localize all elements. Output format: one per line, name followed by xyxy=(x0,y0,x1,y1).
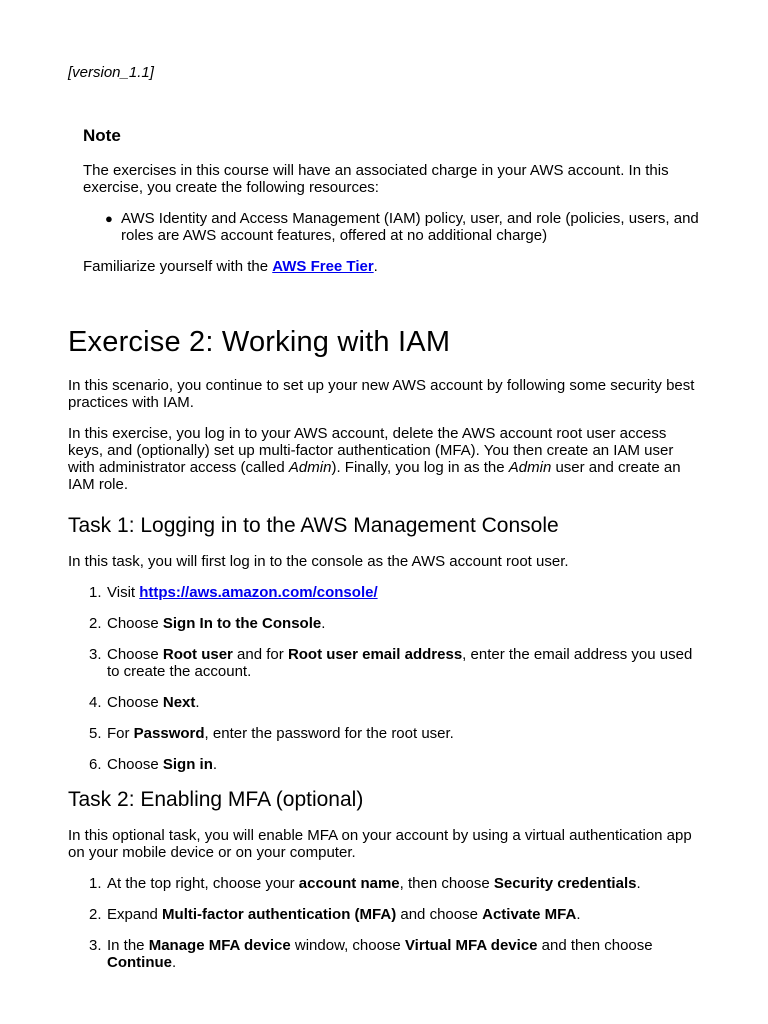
step-text: and choose xyxy=(396,906,483,923)
list-item xyxy=(105,210,703,244)
step-text: . xyxy=(195,694,200,711)
list-item xyxy=(89,584,698,601)
step-text: and then choose xyxy=(537,937,653,954)
step-bold: Security credentials xyxy=(493,875,637,892)
list-item xyxy=(89,615,698,632)
step-bold: Activate MFA xyxy=(482,906,577,923)
step-text: , enter the password for the root user. xyxy=(204,725,454,742)
step-bold: account name xyxy=(298,875,400,892)
step-bold: Password xyxy=(133,725,205,742)
step-text: , enter the email address you used to create the account. xyxy=(107,646,693,680)
step-bold: Virtual MFA device xyxy=(404,937,538,954)
step-number: 3. xyxy=(89,646,102,663)
list-item xyxy=(89,756,698,773)
step-text: and for xyxy=(232,646,288,663)
list-item xyxy=(89,906,698,923)
step-text: Choose xyxy=(107,615,163,632)
step-text: . xyxy=(636,875,641,892)
step-number: 5. xyxy=(89,725,102,742)
task2-intro: In this optional task, you will enable MFA on your account by using a virtual authentication app on your mobile device or on your computer. xyxy=(68,827,692,861)
step-text: , then choose xyxy=(399,875,494,892)
step-bold: Root user email address xyxy=(287,646,463,663)
note-box xyxy=(83,126,703,275)
step-text: At the top right, choose your xyxy=(107,875,299,892)
step-number: 6. xyxy=(89,756,102,773)
list-item xyxy=(89,646,698,680)
step-text: window, choose xyxy=(290,937,405,954)
step-number: 1. xyxy=(89,584,102,601)
step-text: For xyxy=(107,725,134,742)
version-label: [version_1.1] xyxy=(68,64,154,81)
step-text: . xyxy=(321,615,326,632)
admin-italic-1: Admin xyxy=(288,459,332,476)
step-text: . xyxy=(212,756,218,773)
step-bold: Manage MFA device xyxy=(148,937,291,954)
step-text: In the xyxy=(107,937,149,954)
note-bullet-list xyxy=(83,210,703,244)
step-text: Choose xyxy=(107,646,163,663)
task2-steps xyxy=(68,875,698,971)
step-text: Choose xyxy=(107,694,163,711)
step-number: 2. xyxy=(89,906,102,923)
familiarize-text: Familiarize yourself with the xyxy=(83,258,273,275)
exercise-intro-2-text-b: ). Finally, you log in as the xyxy=(331,459,509,476)
exercise-intro-1: In this scenario, you continue to set up your new AWS account by following some security best practices with IAM. xyxy=(68,377,695,411)
step-text: Visit xyxy=(107,584,140,601)
task2-title: Task 2: Enabling MFA (optional) xyxy=(68,788,364,811)
step-number: 4. xyxy=(89,694,102,711)
exercise-intro-2-text-c: user and create an IAM role. xyxy=(68,459,681,493)
note-bullet-text: AWS Identity and Access Management (IAM) policy, user, and role (policies, users, and roles are AWS account features, offered at no additional charge) xyxy=(121,210,699,244)
familiarize-suffix: . xyxy=(373,258,378,275)
step-bold: Next xyxy=(162,694,196,711)
exercise-intro-2-text-a: In this exercise, you log in to your AWS account, delete the AWS account root user access keys, and (optionally) set up multi-factor authentication (MFA). You then create an IAM user with administrator access (called xyxy=(68,425,674,476)
step-number: 2. xyxy=(89,615,102,632)
bullet-icon: ● xyxy=(105,211,113,226)
step-bold: Sign in xyxy=(162,756,213,773)
exercise-intro-2 xyxy=(68,425,698,493)
task1-title: Task 1: Logging in to the AWS Management Console xyxy=(68,514,559,537)
step-text: . xyxy=(172,954,177,971)
step-bold: Multi-factor authentication (MFA) xyxy=(162,906,397,923)
step-text: Expand xyxy=(107,906,163,923)
list-item xyxy=(89,875,698,892)
admin-italic-2: Admin xyxy=(508,459,552,476)
step-text: . xyxy=(576,906,581,923)
exercise-title: Exercise 2: Working with IAM xyxy=(68,326,451,358)
step-bold: Continue xyxy=(107,954,172,971)
task1-steps xyxy=(68,584,698,773)
exercise-content xyxy=(68,325,698,985)
note-paragraph: The exercises in this course will have an associated charge in your AWS account. In this exercise, you create the following resources: xyxy=(83,162,669,196)
step-number: 1. xyxy=(89,875,102,892)
step-text: Choose xyxy=(107,756,163,773)
step-number: 3. xyxy=(89,937,102,954)
familiarize-paragraph xyxy=(83,258,703,275)
step-bold: Sign In to the Console xyxy=(162,615,322,632)
list-item xyxy=(89,725,698,742)
list-item xyxy=(89,937,698,971)
task1-intro: In this task, you will first log in to the console as the AWS account root user. xyxy=(68,553,569,570)
aws-free-tier-link[interactable]: AWS Free Tier xyxy=(272,258,374,275)
note-title: Note xyxy=(83,126,121,145)
step-bold: Root user xyxy=(162,646,233,663)
console-link[interactable]: https://aws.amazon.com/console/ xyxy=(139,584,378,601)
list-item xyxy=(89,694,698,711)
